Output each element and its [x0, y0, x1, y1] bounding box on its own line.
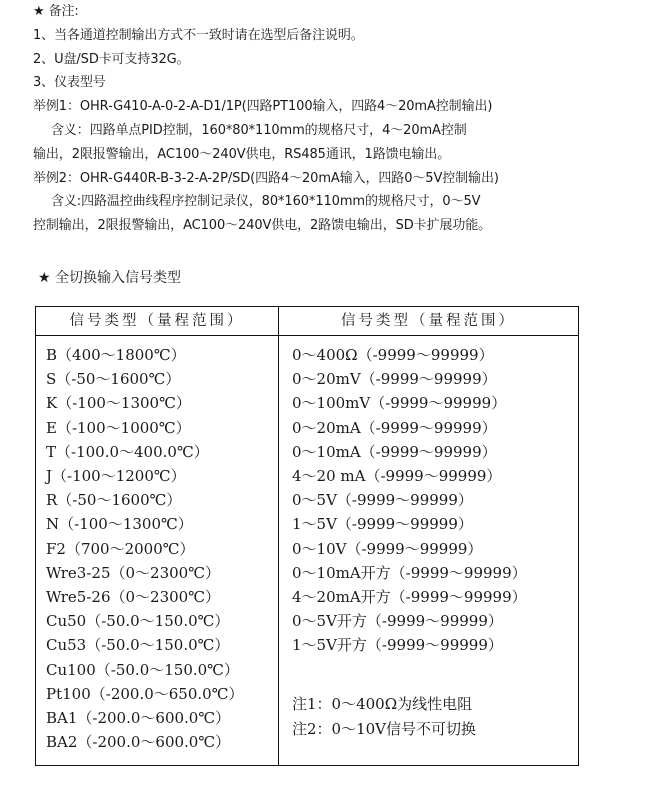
signal-type-wre5-26: Wre5-26（0～2300℃） [46, 588, 220, 607]
signal-type-0-10ma-sqrt: 0～10mA开方（-9999～99999） [292, 563, 527, 582]
example-1-meaning: 含义：四路单点PID控制，160*80*110mm的规格尺寸，4～20mA控制 [51, 122, 467, 138]
signal-type-e: E（-100～1000℃） [46, 418, 191, 437]
signal-type-1-5v: 1～5V（-9999～99999） [292, 515, 473, 534]
signal-type-0-20ma: 0～20mA（-9999～99999） [292, 418, 497, 437]
note-item-3: 3、仪表型号 [33, 75, 106, 91]
signal-type-0-10ma: 0～10mA（-9999～99999） [292, 442, 497, 461]
footnote-2: 注2：0～10V信号不可切换 [292, 719, 477, 738]
section-title: ★ 全切换输入信号类型 [38, 270, 182, 286]
signal-type-table [35, 306, 579, 766]
table-header-left: 信号类型（量程范围） [69, 313, 245, 329]
signal-type-1-5v-sqrt: 1～5V开方（-9999～99999） [292, 636, 503, 655]
signal-type-pt100: Pt100（-200.0～650.0℃） [46, 684, 244, 703]
signal-type-0-10v: 0～10V（-9999～99999） [292, 539, 483, 558]
signal-type-cu100: Cu100（-50.0～150.0℃） [46, 660, 239, 679]
table-footnotes [292, 692, 476, 741]
signal-type-s: S（-50～1600℃） [46, 370, 181, 389]
column-divider [278, 307, 279, 765]
note-item-1: 1、当各通道控制输出方式不一致时请在选型后备注说明。 [33, 27, 364, 43]
signal-type-k: K（-100～1300℃） [46, 394, 191, 413]
signal-type-0-5v-sqrt: 0～5V开方（-9999～99999） [292, 612, 503, 631]
signal-type-0-100mv: 0～100mV（-9999～99999） [292, 394, 507, 413]
signal-type-ba1: BA1（-200.0～600.0℃） [46, 709, 231, 728]
thermocouple-rtd-list [46, 343, 243, 754]
signal-type-b: B（400～1800℃） [46, 346, 186, 364]
signal-type-cu50: Cu50（-50.0～150.0℃） [46, 612, 230, 631]
example-1-meaning-cont: 输出，2限报警输出，AC100～240V供电，RS485通讯，1路馈电输出。 [33, 146, 451, 162]
signal-type-r: R（-50～1600℃） [46, 491, 182, 510]
signal-type-t: T（-100.0～400.0℃） [46, 442, 209, 461]
signal-type-f2: F2（700～2000℃） [46, 539, 195, 558]
notes-section [33, 0, 643, 238]
signal-type-ba2: BA2（-200.0～600.0℃） [46, 733, 231, 752]
example-1-model: 举例1：OHR-G410-A-0-2-A-D1/1P(四路PT100输入，四路4～20mA控制输出) [33, 99, 493, 115]
signal-type-4-20ma: 4～20 mA（-9999～99999） [292, 467, 502, 486]
signal-type-n: N（-100～1300℃） [46, 515, 193, 534]
signal-type-0-400-ohm: 0～400Ω（-9999～99999） [292, 346, 494, 364]
notes-heading: ★ 备注: [33, 4, 79, 19]
table-header-right: 信号类型（量程范围） [341, 313, 516, 329]
footnote-1: 注1：0～400Ω为线性电阻 [292, 695, 473, 713]
signal-type-0-5v: 0～5V（-9999～99999） [292, 491, 473, 510]
header-divider [36, 335, 578, 336]
example-2-meaning-cont: 控制输出，2限报警输出，AC100～240V供电，2路馈电输出，SD卡扩展功能。 [33, 218, 492, 234]
signal-type-cu53: Cu53（-50.0～150.0℃） [46, 636, 230, 655]
signal-type-wre3-25: Wre3-25（0～2300℃） [46, 563, 220, 582]
example-2-meaning: 含义:四路温控曲线程序控制记录仪，80*160*110mm的规格尺寸，0～5V [51, 194, 481, 210]
analog-signal-list [292, 343, 527, 658]
note-item-2: 2、U盘/SD卡可支持32G。 [33, 51, 190, 67]
signal-type-4-20ma-sqrt: 4～20mA开方（-9999～99999） [292, 588, 527, 607]
example-2-model: 举例2：OHR-G440R-B-3-2-A-2P/SD(四路4～20mA输入，四路0～5V控制输出) [33, 170, 499, 186]
signal-type-0-20mv: 0～20mV（-9999～99999） [292, 370, 497, 389]
signal-type-j: J（-100～1200℃） [46, 467, 186, 486]
